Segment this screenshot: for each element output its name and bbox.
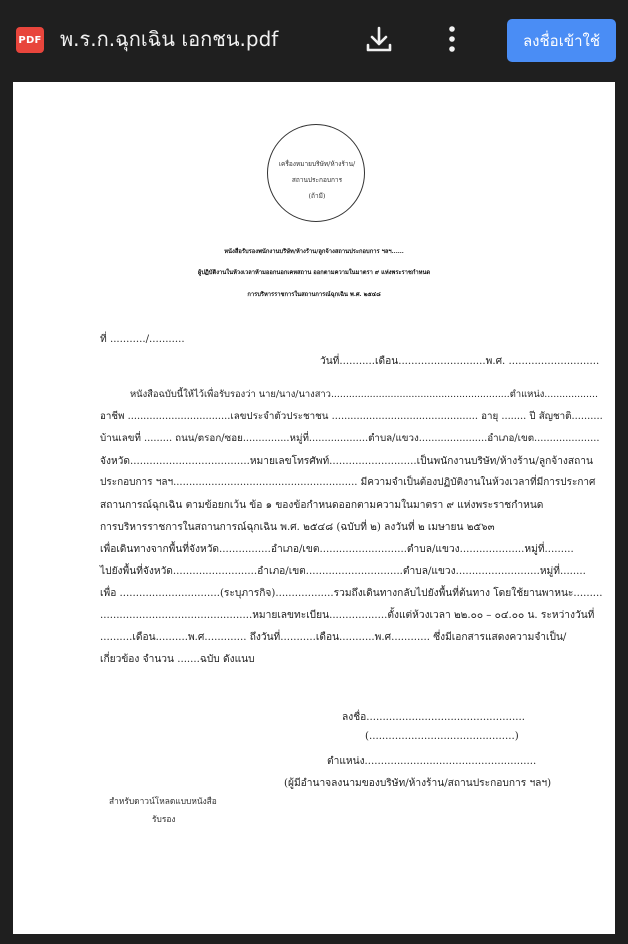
document-heading: การบริหารราชการในสถานการณ์ฉุกเฉิน พ.ศ. ๒๕๔๘ xyxy=(247,292,381,298)
pdf-page xyxy=(13,82,615,934)
date-line: วันที่...........เดือน...........................พ.ศ. ............................ xyxy=(320,356,600,367)
download-icon xyxy=(362,22,396,58)
signer-name-line: (.............................................) xyxy=(365,731,519,742)
signer-position-line: ตำแหน่ง..................................................... xyxy=(327,756,537,767)
body-line: การบริหารราชการในสถานการณ์ฉุกเฉิน พ.ศ. ๒๕๔๘ (ฉบับที่ ๒) ลงวันที่ ๒ เมษายน ๒๕๖๓ xyxy=(100,522,495,533)
sign-in-button[interactable]: ลงชื่อเข้าใช้ xyxy=(507,19,616,62)
more-options-button[interactable] xyxy=(440,22,464,58)
body-line: ไปยังพื้นที่จังหวัด..........................อำเภอ/เขต..............................ตำบล/แขวง..........................หมู่ที่........ xyxy=(100,566,586,577)
signer-authority-note: (ผู้มีอำนาจลงนามของบริษัท/ห้างร้าน/สถานประกอบการ ฯลฯ) xyxy=(284,778,552,789)
body-line: บ้านเลขที่ ......... ถนน/ตรอก/ซอย...............หมู่ที่...................ตำบล/แขวง......................อำเภอ/เขต..................... xyxy=(100,433,600,444)
logo-text-line: สถานประกอบการ xyxy=(291,176,343,184)
viewer-toolbar xyxy=(0,0,628,82)
download-note: สำหรับดาวน์โหลดแบบหนังสือ xyxy=(109,796,217,806)
document-heading: หนังสือรับรองพนักงานบริษัท/ห้างร้าน/ลูกจ้างสถานประกอบการ ฯลฯ...... xyxy=(224,249,404,255)
company-logo-placeholder xyxy=(267,124,365,222)
body-line: เกี่ยวข้อง จำนวน .......ฉบับ ดังแนบ xyxy=(100,654,255,665)
body-line: เพื่อ ...............................(ระบุภารกิจ)..................รวมถึงเดินทางกลับไปยังพื้นที่ต้นทาง โดยใช้ยานพาหนะ......... xyxy=(100,588,603,599)
document-content xyxy=(13,82,615,934)
download-note: รับรอง xyxy=(152,814,176,824)
body-line: อาชีพ .................................เลขประจำตัวประชาชน ............................................... อายุ ........ ปี สัญชาติ.......... xyxy=(100,411,603,422)
body-line: หนังสือฉบับนี้ให้ไว้เพื่อรับรองว่า นาย/นาง/นางสาว............................................................ตำแหน่ง.................. xyxy=(130,389,598,400)
download-button[interactable] xyxy=(362,22,396,58)
logo-text-line: (ถ้ามี) xyxy=(308,192,326,200)
signature-line: ลงชื่อ................................................. xyxy=(342,712,525,723)
body-line: ...............................................หมายเลขทะเบียน..................ตั้งแต่ห้วงเวลา ๒๒.๐๐ – ๐๔.๐๐ น. ระหว่างวันที่ xyxy=(100,610,595,621)
file-name: พ.ร.ก.ฉุกเฉิน เอกชน.pdf xyxy=(60,27,279,51)
body-line: จังหวัด.....................................หมายเลขโทรศัพท์...........................เป็นพนักงานบริษัท/ห้างร้าน/ลูกจ้างสถาน xyxy=(100,456,593,467)
body-line: ประกอบการ ฯลฯ.......................................................... มีความจำเป็นต้องปฏิบัติงานในห้วงเวลาที่มีการประกาศ xyxy=(100,477,596,488)
reference-number-line: ที่ .........../........... xyxy=(100,334,185,345)
body-line: ..........เดือน..........พ.ศ............. ถึงวันที่...........เดือน...........พ.ศ............ ซึ่งมีเอกสารแสดงความจำเป็น/ xyxy=(100,632,567,643)
document-heading: ผู้ปฏิบัติงานในห้วงเวลาห้ามออกนอกเคหสถาน ออกตามความในมาตรา ๙ แห่งพระราชกำหนด xyxy=(197,270,431,276)
more-vert-icon xyxy=(440,22,464,58)
pdf-file-icon: PDF xyxy=(16,27,44,53)
body-line: สถานการณ์ฉุกเฉิน ตามข้อยกเว้น ข้อ ๑ ของข้อกำหนดออกตามความในมาตรา ๙ แห่งพระราชกำหนด xyxy=(100,500,544,511)
logo-text-line: เครื่องหมายบริษัท/ห้างร้าน/ xyxy=(278,160,356,168)
body-line: เพื่อเดินทางจากพื้นที่จังหวัด................อำเภอ/เขต...........................ตำบล/แขวง....................หมู่ที่......... xyxy=(100,544,574,555)
